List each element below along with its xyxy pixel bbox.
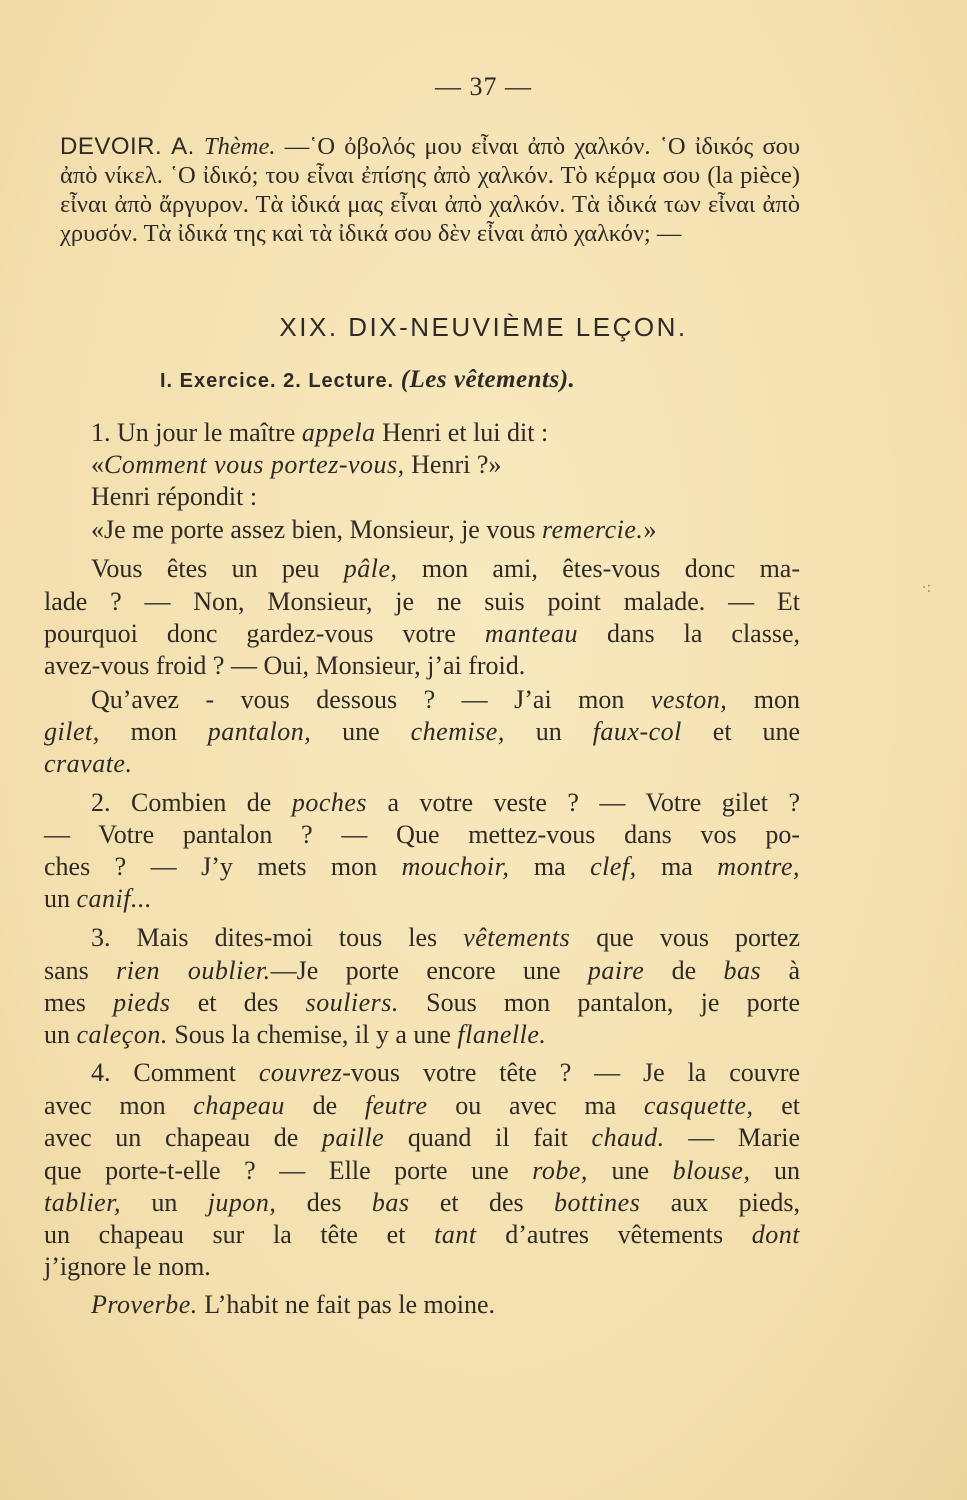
italic-word: rien oublier. <box>116 956 271 985</box>
margin-mark: ·: <box>922 580 932 596</box>
text-segment: » <box>643 515 657 544</box>
text-segment: a votre veste ? — Votre gilet ? <box>367 788 800 817</box>
text-line-2 <box>91 450 800 480</box>
text-segment: quand il fait <box>384 1123 592 1152</box>
text-segment: aux pieds, <box>640 1188 801 1217</box>
text-line-5 <box>91 554 800 584</box>
italic-word: tant <box>434 1220 477 1249</box>
text-segment: un <box>504 717 593 746</box>
italic-word: bas <box>371 1188 410 1217</box>
text-segment: ma <box>509 852 591 881</box>
italic-word: chaud. <box>591 1123 665 1152</box>
text-line-12 <box>91 788 800 818</box>
text-line-16 <box>91 923 800 953</box>
text-segment: 4. Comment <box>91 1058 259 1087</box>
text-segment: un <box>44 884 77 913</box>
theme-label: Thème. <box>204 133 276 160</box>
text-segment: et des <box>170 988 306 1017</box>
text-line-18 <box>44 988 800 1018</box>
text-line-8 <box>44 651 800 681</box>
italic-word: paille <box>322 1123 385 1152</box>
italic-word: jupon, <box>207 1188 277 1217</box>
italic-word: montre, <box>717 852 800 881</box>
devoir-label: DEVOIR. A. <box>60 133 195 160</box>
text-line-17 <box>44 956 800 986</box>
italic-word: chemise, <box>410 717 505 746</box>
italic-word: canif... <box>76 884 152 913</box>
text-line-15 <box>44 884 800 914</box>
italic-word: veston, <box>650 685 728 714</box>
italic-word: blouse, <box>672 1156 751 1185</box>
text-segment: Henri répondit : <box>91 482 258 511</box>
text-segment: -vous votre tête ? — Je la couvre <box>342 1058 800 1087</box>
text-segment: j’ignore le nom. <box>44 1252 211 1281</box>
text-segment: mon <box>727 685 800 714</box>
italic-word: dont <box>751 1220 800 1249</box>
italic-word: pâle, <box>343 554 398 583</box>
text-segment: avec mon <box>44 1091 194 1120</box>
italic-word: casquette, <box>643 1091 754 1120</box>
text-segment: ma <box>636 852 718 881</box>
text-segment: que porte-t-elle ? — Elle porte une <box>44 1156 533 1185</box>
italic-word: mouchoir, <box>401 852 510 881</box>
italic-word: cravate. <box>44 749 133 778</box>
text-segment: que vous portez <box>570 923 800 952</box>
text-line-3 <box>91 482 800 512</box>
text-segment: une <box>311 717 411 746</box>
text-segment: et une <box>681 717 801 746</box>
text-segment: Qu’avez - vous dessous ? — J’ai mon <box>91 685 651 714</box>
text-line-23 <box>44 1156 800 1186</box>
italic-word: faux-col <box>592 717 682 746</box>
text-line-6 <box>44 587 800 617</box>
italic-word: poches <box>291 788 368 817</box>
italic-word: vêtements <box>463 923 571 952</box>
text-segment: — Votre pantalon ? — Que mettez-vous dans vos po- <box>44 820 800 849</box>
italic-word: couvrez <box>258 1058 343 1087</box>
text-segment: L’habit ne fait pas le moine. <box>197 1290 496 1319</box>
text-segment: Henri et lui dit : <box>375 418 549 447</box>
italic-word: Proverbe. <box>91 1290 198 1319</box>
text-segment: ou avec ma <box>427 1091 644 1120</box>
italic-word: pantalon, <box>207 717 312 746</box>
text-segment: des <box>276 1188 372 1217</box>
text-line-24 <box>44 1188 800 1218</box>
text-segment: « <box>91 450 104 479</box>
text-segment: un <box>120 1188 208 1217</box>
text-segment: avez-vous froid ? — Oui, Monsieur, j’ai froid. <box>44 651 526 680</box>
text-segment: de <box>284 1091 365 1120</box>
text-segment: — Marie <box>664 1123 800 1152</box>
text-segment: 1. Un jour le maître <box>91 418 302 447</box>
text-line-20 <box>91 1058 800 1088</box>
text-segment: mes <box>44 988 114 1017</box>
text-segment: un <box>750 1156 800 1185</box>
text-segment: —Je porte encore une <box>270 956 588 985</box>
italic-word: Comment vous portez-vous, <box>104 450 405 479</box>
text-segment: Vous êtes un peu <box>91 554 344 583</box>
exercise-prefix: I. Exercice. 2. Lecture. <box>160 370 395 392</box>
text-segment: une <box>587 1156 673 1185</box>
text-segment: à <box>761 956 801 985</box>
text-segment: lade ? — Non, Monsieur, je ne suis point malade. — Et <box>44 587 800 616</box>
text-segment: avec un chapeau de <box>44 1123 322 1152</box>
italic-word: chapeau <box>193 1091 285 1120</box>
italic-word: robe, <box>532 1156 588 1185</box>
italic-word: clef, <box>590 852 637 881</box>
text-line-10 <box>44 717 800 747</box>
text-line-1 <box>91 418 800 448</box>
italic-word: caleçon. <box>76 1020 168 1049</box>
text-segment: 2. Combien de <box>91 788 292 817</box>
proverb-line <box>91 1290 800 1320</box>
text-segment: Henri ?» <box>404 450 502 479</box>
text-line-22 <box>44 1123 800 1153</box>
text-line-21 <box>44 1091 800 1121</box>
text-line-9 <box>91 685 800 715</box>
devoir-text: —῾Ο ὀβολός μου εἶναι ἀπὸ χαλκόν. ῾Ο ἰδικός σου ἀπὸ νίκελ. ῾Ο ἰδικό; του εἶναι ἐπίσης ἀπὸ χαλκόν. Τὸ κέρμα σου (la pièce) εἶναι ἀπὸ ἄργυρον. Τὰ ἰδικά μας εἶναι ἀπὸ χαλκόν. Τὰ ἰδικά των εἶναι ἀπὸ χρυσόν. Τὰ ἰδικά της καὶ τὰ ἰδικά σου δὲν εἶναι ἀπὸ χαλκόν; — <box>60 133 801 247</box>
text-segment: «Je me porte assez bien, Monsieur, je vous <box>91 515 542 544</box>
text-segment: mon ami, êtes-vous donc ma- <box>397 554 800 583</box>
text-line-7 <box>44 619 800 649</box>
page-number: — 37 — <box>435 72 532 101</box>
italic-word: souliers. <box>305 988 399 1017</box>
text-segment: mon <box>99 717 208 746</box>
italic-word: flanelle. <box>457 1020 547 1049</box>
text-line-26 <box>44 1252 800 1282</box>
italic-word: remercie. <box>541 515 644 544</box>
text-line-19 <box>44 1020 800 1050</box>
lesson-title: XIX. DIX-NEUVIÈME LEÇON. <box>279 312 688 342</box>
exercise-subheading <box>160 366 575 394</box>
text-segment: d’autres vêtements <box>476 1220 752 1249</box>
italic-word: appela <box>301 418 376 447</box>
italic-word: tablier, <box>44 1188 121 1217</box>
text-segment: ches ? — J’y mets mon <box>44 852 402 881</box>
text-segment: et <box>753 1091 801 1120</box>
text-segment: un chapeau sur la tête et <box>44 1220 435 1249</box>
text-segment: 3. Mais dites-moi tous les <box>91 923 464 952</box>
text-line-11 <box>44 749 800 779</box>
italic-word: manteau <box>484 619 578 648</box>
text-segment: sans <box>44 956 117 985</box>
text-segment: et des <box>409 1188 554 1217</box>
text-line-25 <box>44 1220 800 1250</box>
italic-word: paire <box>587 956 645 985</box>
text-segment: un <box>44 1020 77 1049</box>
text-line-14 <box>44 852 800 882</box>
text-line-4 <box>91 515 800 545</box>
lesson-topic: (Les vêtements). <box>400 366 576 393</box>
text-line-13 <box>44 820 800 850</box>
text-segment: de <box>644 956 724 985</box>
text-segment: Sous la chemise, il y a une <box>167 1020 458 1049</box>
italic-word: pieds <box>113 988 171 1017</box>
text-segment: pourquoi donc gardez-vous votre <box>44 619 485 648</box>
italic-word: feutre <box>364 1091 428 1120</box>
text-segment: dans la classe, <box>577 619 800 648</box>
italic-word: gilet, <box>44 717 100 746</box>
text-segment: Sous mon pantalon, je porte <box>398 988 801 1017</box>
devoir-paragraph <box>60 132 800 248</box>
italic-word: bottines <box>554 1188 641 1217</box>
italic-word: bas <box>723 956 762 985</box>
